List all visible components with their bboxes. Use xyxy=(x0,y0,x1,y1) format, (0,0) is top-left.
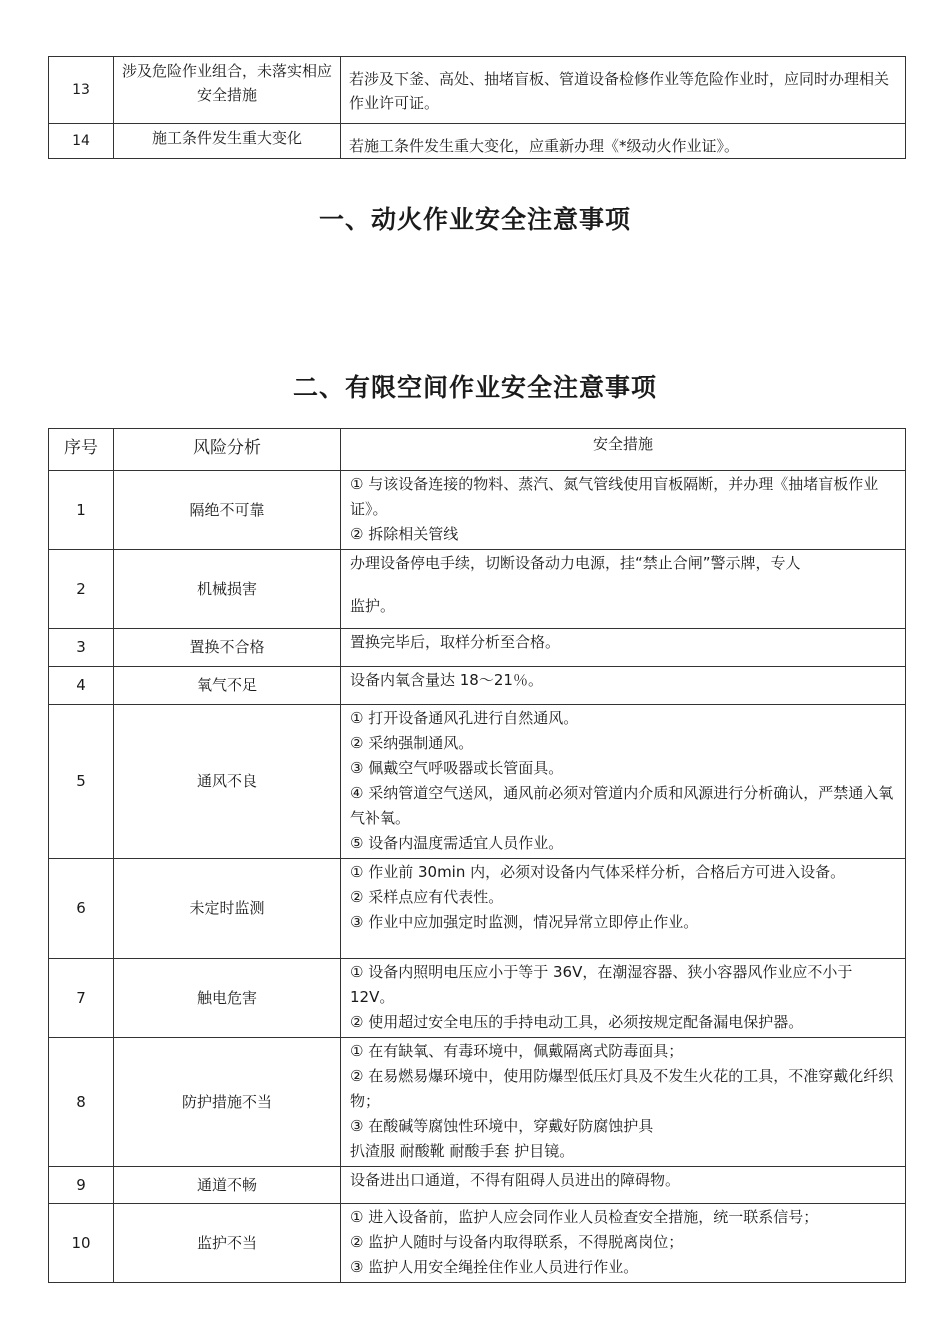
measure-line: ② 采样点应有代表性。 xyxy=(350,888,504,906)
table-row xyxy=(49,124,906,159)
measure-line: 设备内氧含量达 18～21％。 xyxy=(350,671,543,689)
row-number: 13 xyxy=(49,57,114,124)
table-row xyxy=(49,550,906,629)
table-row xyxy=(49,959,906,1038)
risk-analysis-cell: 触电危害 xyxy=(114,959,341,1038)
measure-line: ② 监护人随时与设备内取得联系，不得脱离岗位； xyxy=(350,1233,684,1251)
risk-analysis-cell: 隔绝不可靠 xyxy=(114,471,341,550)
safety-measure-cell xyxy=(341,550,906,629)
row-number: 3 xyxy=(49,629,114,667)
measure-line: ② 在易燃易爆环境中，使用防爆型低压灯具及不发生火花的工具，不准穿戴化纤织物； xyxy=(350,1067,894,1110)
section-heading-confined-space: 二、有限空间作业安全注意事项 xyxy=(292,373,657,402)
risk-analysis-cell: 置换不合格 xyxy=(114,629,341,667)
safety-measure-cell: 若涉及下釜、高处、抽堵盲板、管道设备检修作业等危险作业时，应同时办理相关作业许可证。 xyxy=(341,57,906,124)
row-number: 6 xyxy=(49,859,114,959)
risk-analysis-cell: 氧气不足 xyxy=(114,667,341,705)
continued-measures-table xyxy=(48,56,906,159)
row-number: 14 xyxy=(49,124,114,159)
risk-analysis-cell: 监护不当 xyxy=(114,1204,341,1283)
risk-analysis-cell: 涉及危险作业组合，未落实相应安全措施 xyxy=(114,57,341,124)
measure-line: ① 在有缺氧、有毒环境中，佩戴隔离式防毒面具； xyxy=(350,1042,684,1060)
table-row xyxy=(49,859,906,959)
safety-measure-cell xyxy=(341,1204,906,1283)
safety-measure-cell xyxy=(341,1038,906,1167)
measure-line: ③ 在酸碱等腐蚀性环境中，穿戴好防腐蚀护具 xyxy=(350,1117,654,1135)
measure-line: ② 使用超过安全电压的手持电动工具，必须按规定配备漏电保护器。 xyxy=(350,1013,804,1031)
measure-line: ① 进入设备前，监护人应会同作业人员检查安全措施，统一联系信号； xyxy=(350,1208,819,1226)
risk-analysis-cell: 未定时监测 xyxy=(114,859,341,959)
measure-line: ③ 作业中应加强定时监测，情况异常立即停止作业。 xyxy=(350,913,699,931)
table-row xyxy=(49,57,906,124)
measure-line: ① 设备内照明电压应小于等于 36V，在潮湿容器、狭小容器风作业应不小于 12V。 xyxy=(350,963,853,1006)
risk-analysis-cell: 通风不良 xyxy=(114,705,341,859)
confined-space-safety-table xyxy=(48,428,906,1283)
risk-analysis-cell: 通道不畅 xyxy=(114,1167,341,1204)
row-number: 4 xyxy=(49,667,114,705)
measure-line: ① 作业前 30min 内，必须对设备内气体采样分析，合格后方可进入设备。 xyxy=(350,863,846,881)
measure-line: ③ 佩戴空气呼吸器或长管面具。 xyxy=(350,759,564,777)
safety-measure-cell xyxy=(341,667,906,705)
safety-measure-cell xyxy=(341,1167,906,1204)
measure-line: ④ 采纳管道空气送风，通风前必须对管道内介质和风源进行分析确认，严禁通入氧气补氧。 xyxy=(350,784,894,827)
row-number: 5 xyxy=(49,705,114,859)
table-row xyxy=(49,629,906,667)
safety-measure-cell xyxy=(341,705,906,859)
column-header-risk: 风险分析 xyxy=(114,429,341,471)
column-header-number: 序号 xyxy=(49,429,114,471)
measure-line: 监护。 xyxy=(350,597,396,615)
measure-line: ② 采纳强制通风。 xyxy=(350,734,474,752)
safety-measure-cell: 若施工条件发生重大变化，应重新办理《*级动火作业证》。 xyxy=(341,124,906,159)
column-header-measures: 安全措施 xyxy=(341,429,906,471)
safety-measure-cell xyxy=(341,629,906,667)
measure-line: ③ 监护人用安全绳拴住作业人员进行作业。 xyxy=(350,1258,639,1276)
table-row xyxy=(49,667,906,705)
table-row xyxy=(49,1038,906,1167)
measure-line: ① 与该设备连接的物料、蒸汽、氮气管线使用盲板隔断，并办理《抽堵盲板作业证》。 xyxy=(350,475,879,518)
row-number: 9 xyxy=(49,1167,114,1204)
table-row xyxy=(49,471,906,550)
safety-measure-cell xyxy=(341,959,906,1038)
table-row xyxy=(49,1204,906,1283)
row-number: 1 xyxy=(49,471,114,550)
section-heading-hot-work: 一、动火作业安全注意事项 xyxy=(318,205,631,234)
measure-line: ② 拆除相关管线 xyxy=(350,525,459,543)
table-row xyxy=(49,1167,906,1204)
row-number: 7 xyxy=(49,959,114,1038)
row-number: 2 xyxy=(49,550,114,629)
measure-line: ① 打开设备通风孔进行自然通风。 xyxy=(350,709,579,727)
row-number: 10 xyxy=(49,1204,114,1283)
table-header-row xyxy=(49,429,906,471)
measure-line: 扒渣服 耐酸靴 耐酸手套 护目镜。 xyxy=(350,1142,575,1160)
safety-measure-cell xyxy=(341,471,906,550)
safety-measure-cell xyxy=(341,859,906,959)
row-number: 8 xyxy=(49,1038,114,1167)
risk-analysis-cell: 机械损害 xyxy=(114,550,341,629)
measure-line: 办理设备停电手续，切断设备动力电源，挂“禁止合闸”警示牌，专人 xyxy=(350,554,801,572)
measure-line: 置换完毕后，取样分析至合格。 xyxy=(350,633,561,651)
measure-line: 设备进出口通道，不得有阻碍人员进出的障碍物。 xyxy=(350,1171,681,1189)
measure-line: ⑤ 设备内温度需适宜人员作业。 xyxy=(350,834,564,852)
risk-analysis-cell: 防护措施不当 xyxy=(114,1038,341,1167)
table-row xyxy=(49,705,906,859)
risk-analysis-cell: 施工条件发生重大变化 xyxy=(114,124,341,159)
